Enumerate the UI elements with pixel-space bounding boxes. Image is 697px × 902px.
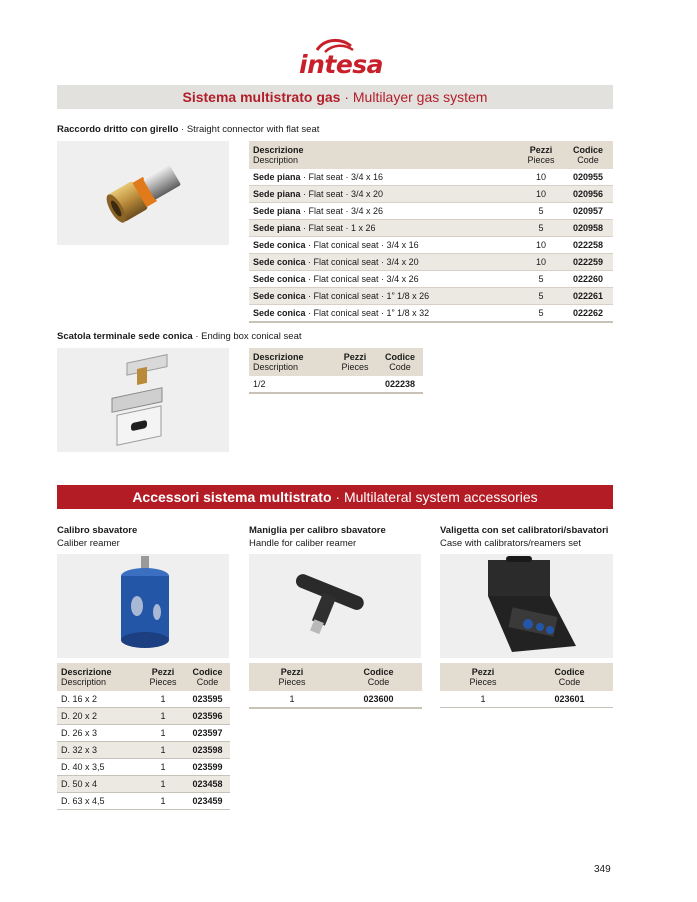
product-title-ending-box bbox=[57, 331, 302, 342]
row-code: 022261 bbox=[563, 288, 613, 305]
ending-box-image bbox=[57, 348, 229, 452]
row-pieces: 1 bbox=[141, 725, 185, 742]
row-pieces: 5 bbox=[519, 271, 563, 288]
row-desc: · Flat seat · 3/4 x 20 bbox=[300, 189, 384, 199]
table-row bbox=[249, 376, 423, 393]
page-number: 349 bbox=[594, 864, 611, 875]
row-desc: · Flat conical seat · 1” 1/8 x 32 bbox=[305, 308, 430, 318]
table-row bbox=[249, 691, 422, 708]
header-pcs-en: Pieces bbox=[149, 677, 177, 687]
title-bold: Calibro sbavatore bbox=[57, 525, 138, 536]
title-bold: Valigetta con set calibratori/sbavatori bbox=[440, 525, 609, 536]
table-header-row bbox=[440, 663, 613, 691]
row-desc: D. 16 x 2 bbox=[57, 691, 141, 708]
header-code-it: Codice bbox=[554, 667, 585, 677]
table-row bbox=[249, 186, 613, 203]
row-pieces: 1 bbox=[249, 691, 335, 708]
row-pieces: 1 bbox=[440, 691, 526, 708]
table-caliber-reamer bbox=[57, 663, 230, 810]
header-desc-it: Descrizione bbox=[61, 667, 112, 677]
subtitle: Handle for caliber reamer bbox=[249, 538, 357, 549]
handle-icon bbox=[249, 554, 421, 658]
header-desc-en: Description bbox=[253, 155, 299, 165]
case-set-image bbox=[440, 554, 613, 658]
row-desc: · Flat conical seat · 1” 1/8 x 26 bbox=[305, 291, 430, 301]
table-handle bbox=[249, 663, 422, 709]
header-pcs-it: Pezzi bbox=[471, 667, 495, 677]
table-row bbox=[57, 725, 230, 742]
header-code-it: Codice bbox=[572, 145, 603, 155]
row-desc: · Flat seat · 3/4 x 16 bbox=[300, 172, 384, 182]
table-header-row bbox=[57, 663, 230, 691]
header-desc-it: Descrizione bbox=[253, 145, 304, 155]
row-pieces: 5 bbox=[519, 288, 563, 305]
table-straight-connector bbox=[249, 141, 613, 323]
row-pieces: 1 bbox=[141, 759, 185, 776]
row-desc-bold: Sede piana bbox=[253, 189, 301, 199]
row-desc: · Flat conical seat · 3/4 x 26 bbox=[305, 274, 419, 284]
table-header-row bbox=[249, 348, 423, 376]
table-row bbox=[57, 742, 230, 759]
row-desc: D. 32 x 3 bbox=[57, 742, 141, 759]
row-code: 023458 bbox=[185, 776, 230, 793]
section-title-rest: · Multilateral system accessories bbox=[331, 489, 538, 505]
row-desc-bold: Sede conica bbox=[253, 257, 306, 267]
row-pieces: 10 bbox=[519, 254, 563, 271]
row-pieces: 1 bbox=[141, 708, 185, 725]
row-code: 022262 bbox=[563, 305, 613, 323]
table-header-row bbox=[249, 141, 613, 169]
row-pieces: 10 bbox=[519, 169, 563, 186]
product-title-case bbox=[440, 524, 608, 550]
row-code: 023597 bbox=[185, 725, 230, 742]
header-desc-en: Description bbox=[253, 362, 299, 372]
table-row bbox=[57, 759, 230, 776]
table-row bbox=[249, 254, 613, 271]
row-pieces: 5 bbox=[519, 305, 563, 323]
row-desc: 1/2 bbox=[249, 376, 333, 393]
header-code-en: Code bbox=[367, 677, 390, 687]
row-desc: D. 50 x 4 bbox=[57, 776, 141, 793]
header-code-it: Codice bbox=[384, 352, 415, 362]
product-title-caliber-reamer bbox=[57, 524, 137, 550]
row-pieces: 1 bbox=[141, 691, 185, 708]
header-pcs-it: Pezzi bbox=[280, 667, 304, 677]
row-desc: D. 40 x 3,5 bbox=[57, 759, 141, 776]
row-desc: · Flat conical seat · 3/4 x 20 bbox=[305, 257, 419, 267]
header-code-it: Codice bbox=[363, 667, 394, 677]
title-bold: Maniglia per calibro sbavatore bbox=[249, 525, 386, 536]
row-code: 023596 bbox=[185, 708, 230, 725]
title-bold: Raccordo dritto con girello bbox=[57, 124, 179, 135]
row-desc: D. 63 x 4,5 bbox=[57, 793, 141, 810]
header-code-en: Code bbox=[577, 155, 599, 165]
row-desc-bold: Sede conica bbox=[253, 240, 306, 250]
row-code: 022259 bbox=[563, 254, 613, 271]
section-title-rest: · Multilayer gas system bbox=[340, 89, 488, 105]
row-code: 023459 bbox=[185, 793, 230, 810]
header-code-en: Code bbox=[389, 362, 411, 372]
row-pieces bbox=[333, 376, 377, 393]
row-code: 020955 bbox=[563, 169, 613, 186]
section-title-bold: Accessori sistema multistrato bbox=[132, 489, 332, 505]
row-desc: · Flat seat · 3/4 x 26 bbox=[300, 206, 384, 216]
table-row bbox=[249, 203, 613, 220]
subtitle: Case with calibrators/reamers set bbox=[440, 538, 581, 549]
product-title-straight-connector bbox=[57, 124, 319, 135]
row-desc: · Flat seat · 1 x 26 bbox=[300, 223, 376, 233]
row-code: 020956 bbox=[563, 186, 613, 203]
row-desc-bold: Sede conica bbox=[253, 308, 306, 318]
row-pieces: 5 bbox=[519, 220, 563, 237]
row-pieces: 1 bbox=[141, 742, 185, 759]
product-title-handle bbox=[249, 524, 386, 550]
row-pieces: 5 bbox=[519, 203, 563, 220]
row-code: 023599 bbox=[185, 759, 230, 776]
header-pcs-en: Pieces bbox=[469, 677, 497, 687]
header-pcs-en: Pieces bbox=[278, 677, 306, 687]
table-row bbox=[57, 691, 230, 708]
row-code: 022238 bbox=[377, 376, 423, 393]
subtitle: Caliber reamer bbox=[57, 538, 120, 549]
connector-icon bbox=[57, 141, 229, 245]
brand-logo bbox=[295, 36, 384, 80]
table-row bbox=[249, 169, 613, 186]
row-pieces: 1 bbox=[141, 776, 185, 793]
header-pcs-it: Pezzi bbox=[343, 352, 367, 362]
title-rest: · Straight connector with flat seat bbox=[178, 124, 320, 135]
title-bold: Scatola terminale sede conica bbox=[57, 331, 193, 342]
row-code: 023601 bbox=[526, 691, 613, 708]
table-header-row bbox=[249, 663, 422, 691]
table-row bbox=[440, 691, 613, 708]
section-title-accessories bbox=[57, 485, 613, 509]
ending-box-icon bbox=[57, 348, 229, 452]
header-pcs-it: Pezzi bbox=[151, 667, 175, 677]
row-code: 022260 bbox=[563, 271, 613, 288]
row-code: 023600 bbox=[335, 691, 422, 708]
row-code: 020958 bbox=[563, 220, 613, 237]
title-rest: · Ending box conical seat bbox=[192, 331, 302, 342]
row-code: 023598 bbox=[185, 742, 230, 759]
row-code: 020957 bbox=[563, 203, 613, 220]
table-row bbox=[57, 776, 230, 793]
table-row bbox=[57, 793, 230, 810]
row-desc-bold: Sede conica bbox=[253, 274, 306, 284]
row-desc-bold: Sede conica bbox=[253, 291, 306, 301]
table-case bbox=[440, 663, 613, 708]
table-row bbox=[249, 271, 613, 288]
table-row bbox=[57, 708, 230, 725]
header-code-en: Code bbox=[558, 677, 581, 687]
row-code: 023595 bbox=[185, 691, 230, 708]
row-desc: D. 26 x 3 bbox=[57, 725, 141, 742]
row-desc: D. 20 x 2 bbox=[57, 708, 141, 725]
caliber-reamer-image bbox=[57, 554, 229, 658]
header-pcs-en: Pieces bbox=[527, 155, 555, 165]
row-code: 022258 bbox=[563, 237, 613, 254]
table-row bbox=[249, 237, 613, 254]
table-row bbox=[249, 305, 613, 323]
header-desc-en: Description bbox=[61, 677, 107, 687]
row-desc-bold: Sede piana bbox=[253, 206, 301, 216]
section-title-gas-system bbox=[57, 85, 613, 109]
handle-image bbox=[249, 554, 421, 658]
case-icon bbox=[440, 554, 613, 658]
table-ending-box bbox=[249, 348, 423, 394]
header-desc-it: Descrizione bbox=[253, 352, 304, 362]
row-pieces: 10 bbox=[519, 186, 563, 203]
row-pieces: 10 bbox=[519, 237, 563, 254]
header-code-en: Code bbox=[196, 677, 219, 687]
header-pcs-it: Pezzi bbox=[529, 145, 553, 155]
row-desc: · Flat conical seat · 3/4 x 16 bbox=[305, 240, 419, 250]
header-pcs-en: Pieces bbox=[341, 362, 369, 372]
row-desc-bold: Sede piana bbox=[253, 223, 301, 233]
table-row bbox=[249, 288, 613, 305]
row-pieces: 1 bbox=[141, 793, 185, 810]
straight-connector-image bbox=[57, 141, 229, 245]
table-row bbox=[249, 220, 613, 237]
reamer-icon bbox=[57, 554, 229, 658]
logo-text: intesa bbox=[299, 50, 384, 79]
section-title-bold: Sistema multistrato gas bbox=[182, 89, 341, 105]
header-code-it: Codice bbox=[192, 667, 223, 677]
row-desc-bold: Sede piana bbox=[253, 172, 301, 182]
